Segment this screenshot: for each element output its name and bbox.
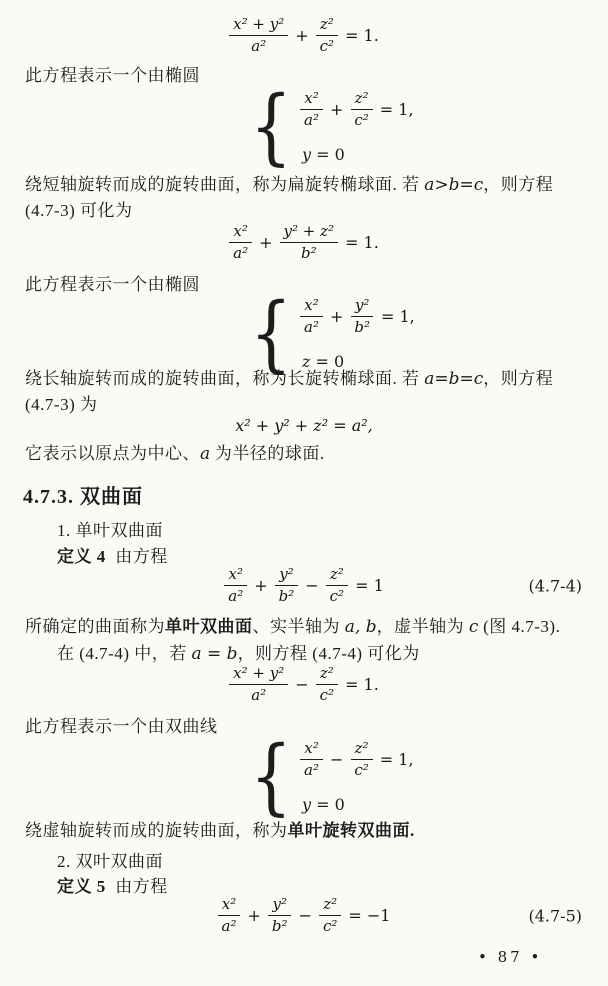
- paragraph-sphere-description: 它表示以原点为中心、a 为半径的球面.: [25, 444, 325, 464]
- equals-rhs: = 1,: [379, 100, 414, 120]
- plus-operator: +: [247, 906, 261, 926]
- left-brace: {: [250, 728, 292, 825]
- plus-operator: +: [295, 26, 309, 46]
- fraction: $\frac{\text{z²}}{\text{c²}}$: [326, 566, 348, 606]
- fraction: $\frac{\text{z²}}{\text{c²}}$: [350, 740, 372, 780]
- equation-tag-4-7-4: (4.7-4): [528, 576, 582, 596]
- fraction: $\frac{\text{x²}}{\text{a²}}$: [300, 740, 323, 780]
- fraction: $\frac{\text{x² + y²}}{\text{a²}}$: [229, 16, 288, 56]
- fraction: $\frac{\text{x² + y²}}{\text{a²}}$: [229, 665, 288, 705]
- display-formula-4-7-5: [0, 896, 608, 936]
- paragraph-ellipse-intro-2: 此方程表示一个由椭圆: [25, 275, 200, 294]
- list-item-one-sheet-hyperboloid: 1. 单叶双曲面: [57, 521, 163, 540]
- fraction: $\frac{\text{y²}}{\text{b²}}$: [275, 566, 299, 606]
- fraction: $\frac{\text{x²}}{\text{a²}}$: [224, 566, 247, 606]
- equation-system-xz-ellipse: { $\frac{\text{x²}}{\text{a²}}$ + $\frac{\text{z²}}{\text{c²}}$ = 1, y = 0: [250, 78, 414, 175]
- plus-operator: +: [329, 100, 344, 120]
- fraction: $\frac{\text{x²}}{\text{a²}}$: [300, 297, 323, 337]
- fraction: $\frac{\text{z²}}{\text{c²}}$: [316, 665, 338, 705]
- minus-operator: −: [298, 906, 312, 926]
- plus-operator: +: [259, 233, 273, 253]
- display-formula-4-7-4: [0, 566, 608, 606]
- paragraph-ellipse-intro-1: 此方程表示一个由椭圆: [25, 66, 200, 85]
- minus-operator: −: [305, 576, 319, 596]
- left-brace: {: [250, 78, 292, 175]
- fraction: $\frac{\text{x²}}{\text{a²}}$: [229, 223, 252, 263]
- fraction: $\frac{\text{z²}}{\text{c²}}$: [350, 90, 372, 130]
- paragraph-hyperbola-intro: 此方程表示一个由双曲线: [25, 717, 218, 736]
- display-formula-sphere: x² + y² + z² = a²,: [235, 416, 373, 435]
- fraction: $\frac{\text{z²}}{\text{c²}}$: [316, 16, 338, 56]
- paragraph-one-sheet-definition: 所确定的曲面称为单叶双曲面、实半轴为 a, b，虚半轴为 c (图 4.7-3).: [25, 617, 561, 637]
- definition-4: 定义 4 由方程: [57, 547, 168, 566]
- section-heading-4-7-3: 4.7.3. 双曲面: [23, 486, 143, 508]
- fraction: $\frac{\text{x²}}{\text{a²}}$: [218, 896, 241, 936]
- minus-operator: −: [295, 675, 309, 695]
- definition-5: 定义 5 由方程: [57, 877, 168, 896]
- display-formula-rotation-hyperboloid: [0, 665, 608, 705]
- paragraph-prolate-spheroid: 绕长轴旋转而成的旋转曲面，称为长旋转椭球面. 若 a=b=c，则方程 (4.7-3) 为: [25, 369, 554, 414]
- equals-rhs: = 1,: [379, 750, 414, 770]
- display-formula-oblate-reduced: [0, 16, 608, 56]
- paragraph-rotation-hyperboloid-name: 绕虚轴旋转而成的旋转曲面，称为单叶旋转双曲面.: [25, 821, 415, 840]
- equation-system-hyperbola: { $\frac{\text{x²}}{\text{a²}}$ − $\frac{\text{z²}}{\text{c²}}$ = 1, y = 0: [250, 728, 414, 825]
- fraction: $\frac{\text{y² + z²}}{\text{b²}}$: [280, 223, 339, 263]
- fraction: $\frac{\text{y²}}{\text{b²}}$: [350, 297, 374, 337]
- plus-operator: +: [329, 307, 344, 327]
- equation-tag-4-7-5: (4.7-5): [528, 906, 582, 926]
- display-formula-prolate-reduced: [0, 223, 608, 263]
- plus-operator: +: [254, 576, 268, 596]
- fraction: $\frac{\text{y²}}{\text{b²}}$: [268, 896, 292, 936]
- equals-rhs: = 1.: [345, 675, 379, 695]
- paragraph-case-a-equals-b: 在 (4.7-4) 中，若 a = b，则方程 (4.7-4) 可化为: [57, 644, 420, 664]
- paragraph-oblate-spheroid: 绕短轴旋转而成的旋转曲面，称为扁旋转椭球面. 若 a>b=c，则方程 (4.7-3) 可化为: [25, 175, 554, 220]
- equals-rhs: = 1.: [345, 233, 379, 253]
- left-brace: {: [250, 285, 292, 382]
- equals-rhs: = 1: [355, 576, 384, 596]
- equals-rhs: = 1,: [381, 307, 415, 327]
- equals-rhs: = −1: [348, 906, 391, 926]
- equation-system-xy-ellipse: { $\frac{\text{x²}}{\text{a²}}$ + $\frac{\text{y²}}{\text{b²}}$ = 1, z = 0: [250, 285, 415, 382]
- equals-rhs: = 1.: [345, 26, 379, 46]
- list-item-two-sheet-hyperboloid: 2. 双叶双曲面: [57, 852, 163, 871]
- page-number: • 87 •: [478, 948, 543, 966]
- fraction: $\frac{\text{x²}}{\text{a²}}$: [300, 90, 323, 130]
- fraction: $\frac{\text{z²}}{\text{c²}}$: [319, 896, 341, 936]
- minus-operator: −: [329, 750, 344, 770]
